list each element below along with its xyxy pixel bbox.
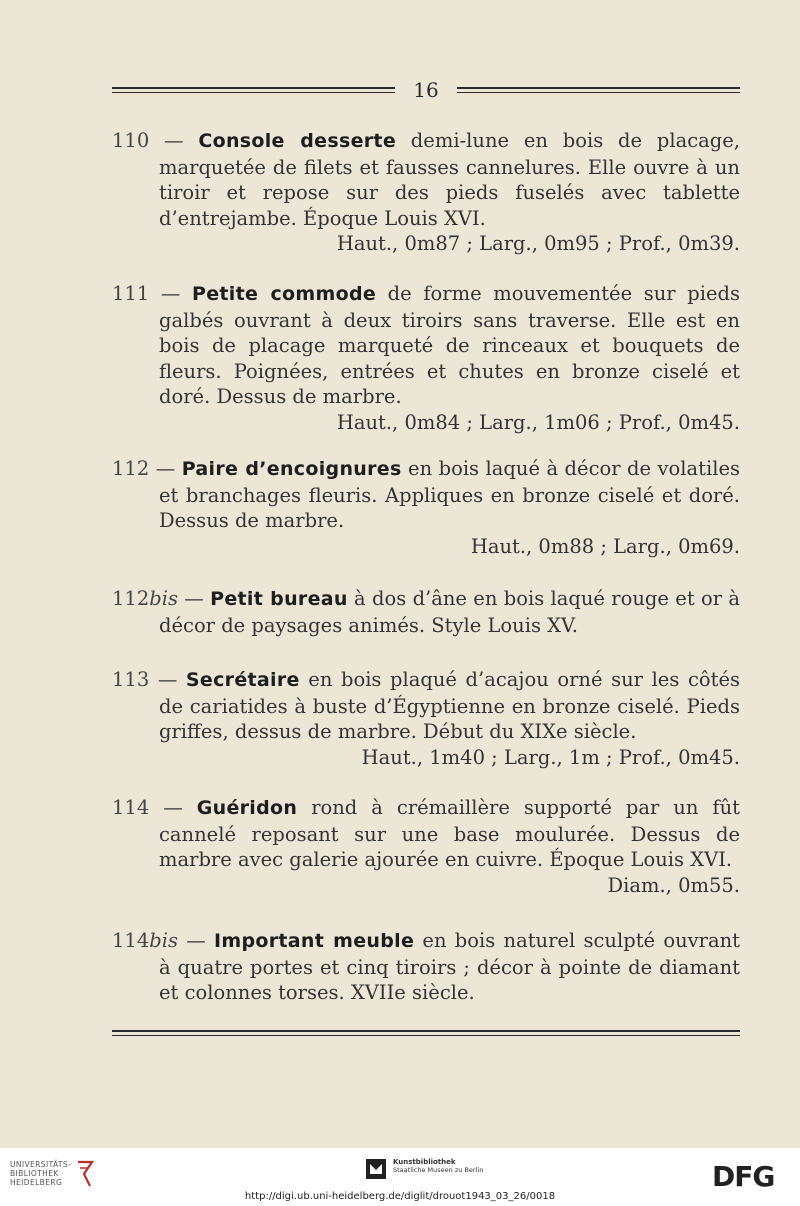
kunstbibliothek-icon [365,1158,387,1180]
lot-title: Secrétaire [185,669,300,691]
heidelberg-emblem-icon [74,1158,96,1190]
catalog-entry: 114bis — Important meuble en bois naturel sculpté ouvrant à quatre portes et cinq tiroirs ; décor à pointe de diamant et colonnes torses. XVIIe siècle. [112,929,740,1004]
lot-description: demi-lune en bois de placage, marquetée de filets et fausses cannelures. Elle ouvre à un tiroir et repose sur des pieds fuselés avec tablette d’entrejambe. Époque Louis XVI. [159,129,740,230]
footer-rule [112,1030,740,1036]
lot-description: à dos d’âne en bois laqué rouge et or à décor de paysages animés. Style Louis XV. [159,587,741,637]
lot-number: 113 [112,668,150,691]
catalog-entry: 110 — Console desserte demi-lune en bois de placage, marquetée de filets et fausses cannelures. Elle ouvre à un tiroir et repose sur des pieds fuselés avec tablette d’entrejambe. Époque Louis XVI. Haut., 0m87 ; Larg., 0m95 ; Prof., 0m39. [112,129,740,255]
kunstbibliothek-logo[interactable]: Kunstbibliothek Staatliche Museen zu Berlin [365,1158,483,1180]
lot-number: 112 [112,457,150,480]
catalog-entry: 112bis — Petit bureau à dos d’âne en bois laqué rouge et or à décor de paysages animés. Style Louis XV. [112,587,741,637]
catalog-entry: 111 — Petite commode de forme mouvementée sur pieds galbés ouvrant à deux tiroirs sans traverse. Elle est en bois de placage marqueté de rinceaux et bouquets de fleurs. Poignées, entrées et chutes en bronze ciselé et doré. Dessus de marbre. Haut., 0m84 ; Larg., 1m06 ; Prof., 0m45. [112,282,740,434]
catalog-entry: 112 — Paire d’encoignures en bois laqué à décor de volatiles et branchages fleuris. Appliques en bronze ciselé et doré. Dessus de marbre. Haut., 0m88 ; Larg., 0m69. [112,457,740,558]
lot-number: 111 [112,282,150,305]
lot-description: en bois laqué à décor de volatiles et branchages fleuris. Appliques en bronze ciselé et doré. Dessus de marbre. [159,457,740,532]
lot-description: rond à crémaillère supporté par un fût cannelé reposant sur une base moulurée. Dessus de marbre avec galerie ajourée en cuivre. Époque Louis XVI. [159,796,740,871]
lot-title: Paire d’encoignures [181,458,402,480]
lot-dimensions: Haut., 1m40 ; Larg., 1m ; Prof., 0m45. [361,745,740,769]
digitization-footer [0,1148,800,1206]
lot-number: 114 [112,796,150,819]
lot-description: de forme mouvementée sur pieds galbés ouvrant à deux tiroirs sans traverse. Elle est en bois de placage marqueté de rinceaux et bouquets de fleurs. Poignées, entrées et chutes en bronze ciselé et doré. Dessus de marbre. [159,282,740,408]
lot-title: Petite commode [191,283,377,305]
header-rule [112,78,740,102]
lot-dimensions: Haut., 0m88 ; Larg., 0m69. [470,534,740,558]
lot-dimensions: Haut., 0m87 ; Larg., 0m95 ; Prof., 0m39. [336,232,740,255]
university-library-logo[interactable]: UNIVERSITÄTS- BIBLIOTHEK HEIDELBERG [10,1160,72,1187]
catalog-entry: 113 — Secrétaire en bois plaqué d’acajou orné sur les côtés de cariatides à buste d’Égyptienne en bronze ciselé. Pieds griffes, dessus de marbre. Début du XIXe siècle. Haut., 1m40 ; Larg., 1m ; Prof., 0m45. [112,668,740,769]
lot-number: 112bis [112,587,178,610]
lot-dimensions: Diam., 0m55. [607,873,740,897]
lot-dimensions: Haut., 0m84 ; Larg., 1m06 ; Prof., 0m45. [336,410,740,434]
lot-title: Guéridon [196,797,298,819]
page-number: 16 [413,78,439,102]
lot-description: en bois plaqué d’acajou orné sur les côtés de cariatides à buste d’Égyptienne en bronze ciselé. Pieds griffes, dessus de marbre. Début du XIXe siècle. [159,668,740,743]
lot-title: Petit bureau [210,588,348,610]
lot-title: Console desserte [198,130,396,152]
header-rule-left [112,87,395,93]
lot-number: 114bis [112,929,178,952]
dfg-logo[interactable]: DFG [712,1160,775,1193]
permalink-url[interactable]: http://digi.ub.uni-heidelberg.de/diglit/drouot1943_03_26/0018 [244,1191,556,1202]
lot-bis: bis [149,587,178,610]
header-rule-right [457,87,740,93]
lot-description: en bois naturel sculpté ouvrant à quatre portes et cinq tiroirs ; décor à pointe de diamant et colonnes torses. XVIIe siècle. [159,929,740,1004]
catalog-entry: 114 — Guéridon rond à crémaillère supporté par un fût cannelé reposant sur une base moulurée. Dessus de marbre avec galerie ajourée en cuivre. Époque Louis XVI. Diam., 0m55. [112,796,740,897]
lot-title: Important meuble [214,930,415,952]
lot-bis: bis [149,929,178,952]
lot-number: 110 [112,129,150,152]
